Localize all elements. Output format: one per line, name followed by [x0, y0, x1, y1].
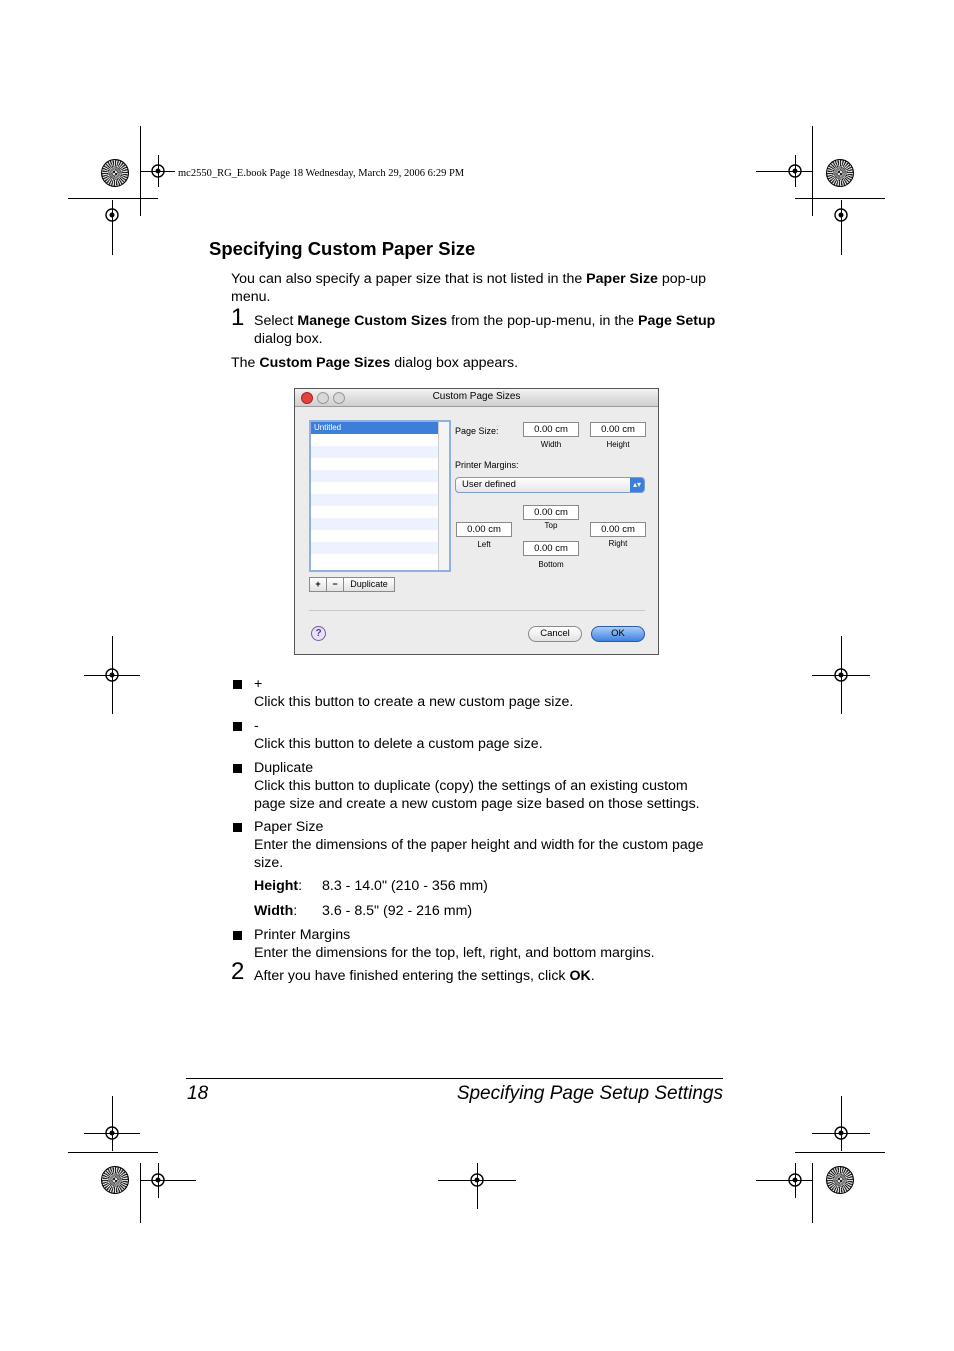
left-label: Left — [477, 540, 491, 549]
dialog-title: Custom Page Sizes — [432, 391, 521, 402]
registration-mark-icon — [467, 1170, 487, 1190]
registration-mark-icon — [831, 665, 851, 685]
registration-mark-icon — [831, 205, 851, 225]
duplicate-button[interactable]: Duplicate — [350, 579, 388, 589]
top-margin-field[interactable]: 0.00 cm — [523, 505, 579, 520]
registration-rosette-icon — [101, 159, 129, 187]
step-number: 2 — [231, 958, 245, 985]
bullet-icon — [233, 764, 242, 773]
bullet-add: + Click this button to create a new custom page size. — [254, 676, 574, 710]
registration-mark-icon — [102, 205, 122, 225]
right-margin-field[interactable]: 0.00 cm — [590, 522, 646, 537]
bottom-margin-field[interactable]: 0.00 cm — [523, 541, 579, 556]
bottom-label: Bottom — [538, 560, 564, 569]
spec-width-value: 3.6 - 8.5" (92 - 216 mm) — [322, 903, 473, 919]
ok-button[interactable]: OK — [591, 626, 645, 642]
popup-arrows-icon: ▴▾ — [630, 478, 644, 492]
registration-mark-icon — [785, 161, 805, 181]
printer-margins-label: Printer Margins: — [455, 460, 519, 470]
chapter-title: Specifying Page Setup Settings — [456, 1083, 723, 1104]
right-label: Right — [608, 539, 628, 548]
bullet-icon — [233, 931, 242, 940]
bullet-icon — [233, 823, 242, 832]
registration-rosette-icon — [826, 159, 854, 187]
custom-page-sizes-dialog — [294, 388, 659, 655]
remove-size-button[interactable]: − — [327, 578, 344, 591]
step-1-text: Select Manege Custom Sizes from the pop-up-menu, in the Page Setup dialog box. — [254, 313, 716, 347]
width-field[interactable]: 0.00 cm — [523, 422, 579, 437]
page-size-label: Page Size: — [455, 426, 499, 436]
cancel-button[interactable]: Cancel — [528, 626, 582, 642]
add-size-button[interactable]: + — [310, 578, 327, 591]
footer-rule — [186, 1078, 723, 1079]
left-margin-field[interactable]: 0.00 cm — [456, 522, 512, 537]
margins-popup[interactable]: User defined ▴▾ — [455, 477, 645, 493]
page-number: 18 — [187, 1083, 209, 1104]
header-file-info: mc2550_RG_E.book Page 18 Wednesday, March 29, 2006 6:29 PM — [178, 168, 465, 179]
registration-mark-icon — [102, 1123, 122, 1143]
bullet-remove: - Click this button to delete a custom page size. — [254, 718, 543, 752]
bullet-duplicate: Duplicate Click this button to duplicate (copy) the settings of an existing custom page size and create a new custom page size based on those settings. — [254, 760, 700, 812]
registration-mark-icon — [102, 665, 122, 685]
registration-mark-icon — [831, 1123, 851, 1143]
bullet-paper-size: Paper Size Enter the dimensions of the paper height and width for the custom page size. — [254, 819, 704, 871]
intro-paragraph: You can also specify a paper size that is not listed in the Paper Size pop-up menu. — [231, 271, 707, 305]
list-item[interactable]: Untitled — [311, 422, 449, 434]
list-button-bar — [309, 577, 395, 592]
bullet-icon — [233, 680, 242, 689]
registration-mark-icon — [785, 1170, 805, 1190]
dialog-titlebar — [295, 389, 658, 407]
list-scrollbar[interactable] — [438, 422, 449, 570]
registration-rosette-icon — [826, 1166, 854, 1194]
bullet-icon — [233, 722, 242, 731]
section-title: Specifying Custom Paper Size — [209, 238, 476, 259]
registration-mark-icon — [148, 1170, 168, 1190]
spec-height-value: 8.3 - 14.0" (210 - 356 mm) — [322, 878, 488, 894]
top-label: Top — [544, 521, 558, 530]
registration-mark-icon — [148, 161, 168, 181]
registration-rosette-icon — [101, 1166, 129, 1194]
help-icon[interactable]: ? — [311, 626, 326, 641]
step-number: 1 — [231, 304, 245, 331]
height-label: Height — [606, 440, 630, 449]
dialog-appears-text: The Custom Page Sizes dialog box appears. — [231, 355, 519, 371]
step-2-text: After you have finished entering the settings, click OK. — [254, 968, 595, 984]
custom-sizes-list[interactable] — [309, 420, 451, 572]
bullet-printer-margins: Printer Margins Enter the dimensions for the top, left, right, and bottom margins. — [254, 927, 655, 961]
dialog-separator — [309, 610, 645, 611]
height-field[interactable]: 0.00 cm — [590, 422, 646, 437]
spec-height: Height: — [254, 878, 303, 894]
width-label: Width — [540, 440, 562, 449]
spec-width: Width: — [254, 903, 298, 919]
